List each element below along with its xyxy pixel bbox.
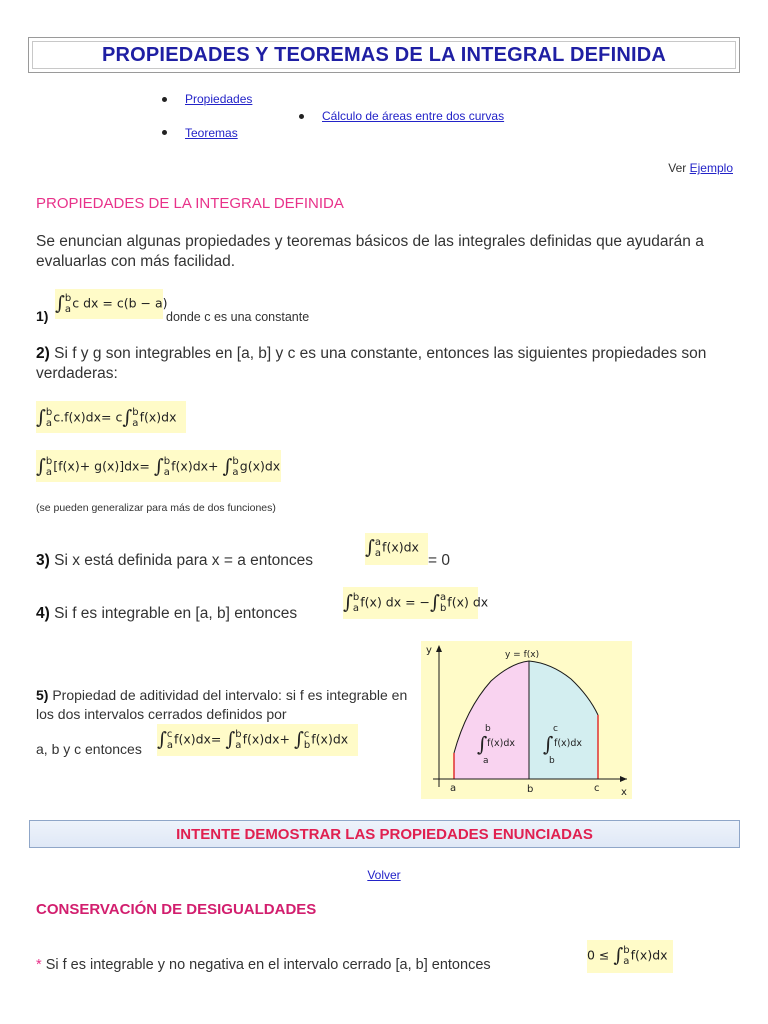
title-box <box>28 37 740 73</box>
left-region <box>454 661 529 779</box>
nav-link-propiedades[interactable]: Propiedades <box>185 92 253 106</box>
formula-zero-width: ∫a af(x)dx <box>365 533 428 565</box>
bullet <box>299 114 304 119</box>
property-3 <box>36 551 313 571</box>
svg-text:∫: ∫ <box>477 732 488 756</box>
property-1 <box>36 306 48 327</box>
curve-label: y = f(x) <box>505 650 540 660</box>
star-marker: * <box>36 957 42 973</box>
property-4-text: Si f es integrable en [a, b] entonces <box>54 605 298 622</box>
bullet <box>162 97 167 102</box>
property-5-text: Propiedad de aditividad del intervalo: si f es integrable en los dos intervalos cerrados definidos por <box>36 687 408 722</box>
section-heading: PROPIEDADES DE LA INTEGRAL DEFINIDA <box>36 195 344 212</box>
ejemplo-link[interactable]: Ejemplo <box>689 161 733 175</box>
svg-text:c: c <box>553 724 558 734</box>
property-3-text: Si x está definida para x = a entonces <box>54 552 314 569</box>
formula-constant-integral: ∫b ac dx = c(b − a) <box>55 289 163 319</box>
x-axis-arrow <box>620 776 627 782</box>
tick-a: a <box>450 783 457 794</box>
volver-wrap <box>0 866 768 884</box>
property-5 <box>36 686 411 724</box>
property-5-text-2: a, b y c entonces <box>36 741 142 757</box>
property-3-number: 3) <box>36 552 50 569</box>
property-1-text: donde c es una constante <box>166 310 310 324</box>
property-4-number: 4) <box>36 605 50 622</box>
bullet <box>162 130 167 135</box>
svg-text:b: b <box>549 756 555 766</box>
challenge-banner <box>29 820 740 848</box>
property-1-number: 1) <box>36 308 49 324</box>
y-axis-arrow <box>436 645 442 652</box>
ver-ejemplo <box>668 161 733 175</box>
additivity-figure-svg <box>421 641 632 799</box>
nav-link-calculo-areas[interactable]: Cálculo de áreas entre dos curvas <box>322 109 505 123</box>
svg-text:a: a <box>483 756 489 766</box>
y-axis-label: y <box>426 645 432 656</box>
property-nonnegative-text: Si f es integrable y no negativa en el intervalo cerrado [a, b] entonces <box>45 957 491 973</box>
formula-additivity: ∫c af(x)dx= ∫b af(x)dx+ ∫c bf(x)dx <box>157 724 358 756</box>
formula-sum-rule: ∫b a[f(x)+ g(x)]dx= ∫b af(x)dx+ ∫b ag(x)dx <box>36 450 281 482</box>
right-region <box>529 661 598 779</box>
volver-link[interactable]: Volver <box>367 868 401 882</box>
formula-scalar-multiple: ∫b ac.f(x)dx= c∫b af(x)dx <box>36 401 186 433</box>
tick-c: c <box>594 783 600 794</box>
ver-label: Ver <box>668 161 687 175</box>
property-2-text: Si f y g son integrables en [a, b] y c es una constante, entonces las siguientes propiedades son verdaderas: <box>36 345 707 382</box>
svg-text:∫: ∫ <box>543 732 554 756</box>
challenge-banner-text: INTENTE DEMOSTRAR LAS PROPIEDADES ENUNCIADAS <box>176 826 593 843</box>
tick-b: b <box>527 784 534 795</box>
property-nonnegative <box>36 955 491 975</box>
intro-paragraph: Se enuncian algunas propiedades y teoremas básicos de las integrales definidas que ayudarán a evaluarlas con más facilidad. <box>36 233 704 270</box>
svg-text:f(x)dx: f(x)dx <box>554 738 583 749</box>
additivity-figure <box>421 641 632 799</box>
property-4 <box>36 604 297 624</box>
x-axis-label: x <box>621 787 627 798</box>
formula-nonnegative: 0 ≤ ∫b af(x)dx <box>587 940 673 973</box>
generalization-note: (se pueden generalizar para más de dos funciones) <box>36 502 276 514</box>
property-2-number: 2) <box>36 345 50 362</box>
property-3-tail: = 0 <box>428 552 450 569</box>
formula-reverse-limits: ∫b af(x) dx = −∫a bf(x) dx <box>343 587 478 619</box>
nav-link-teoremas[interactable]: Teoremas <box>185 126 238 140</box>
property-2 <box>36 344 726 384</box>
page-title: PROPIEDADES Y TEOREMAS DE LA INTEGRAL DEFINIDA <box>101 44 667 66</box>
svg-text:f(x)dx: f(x)dx <box>487 738 516 749</box>
property-5-number: 5) <box>36 687 49 703</box>
inequality-heading: CONSERVACIÓN DE DESIGUALDADES <box>36 901 317 918</box>
svg-text:b: b <box>485 724 491 734</box>
